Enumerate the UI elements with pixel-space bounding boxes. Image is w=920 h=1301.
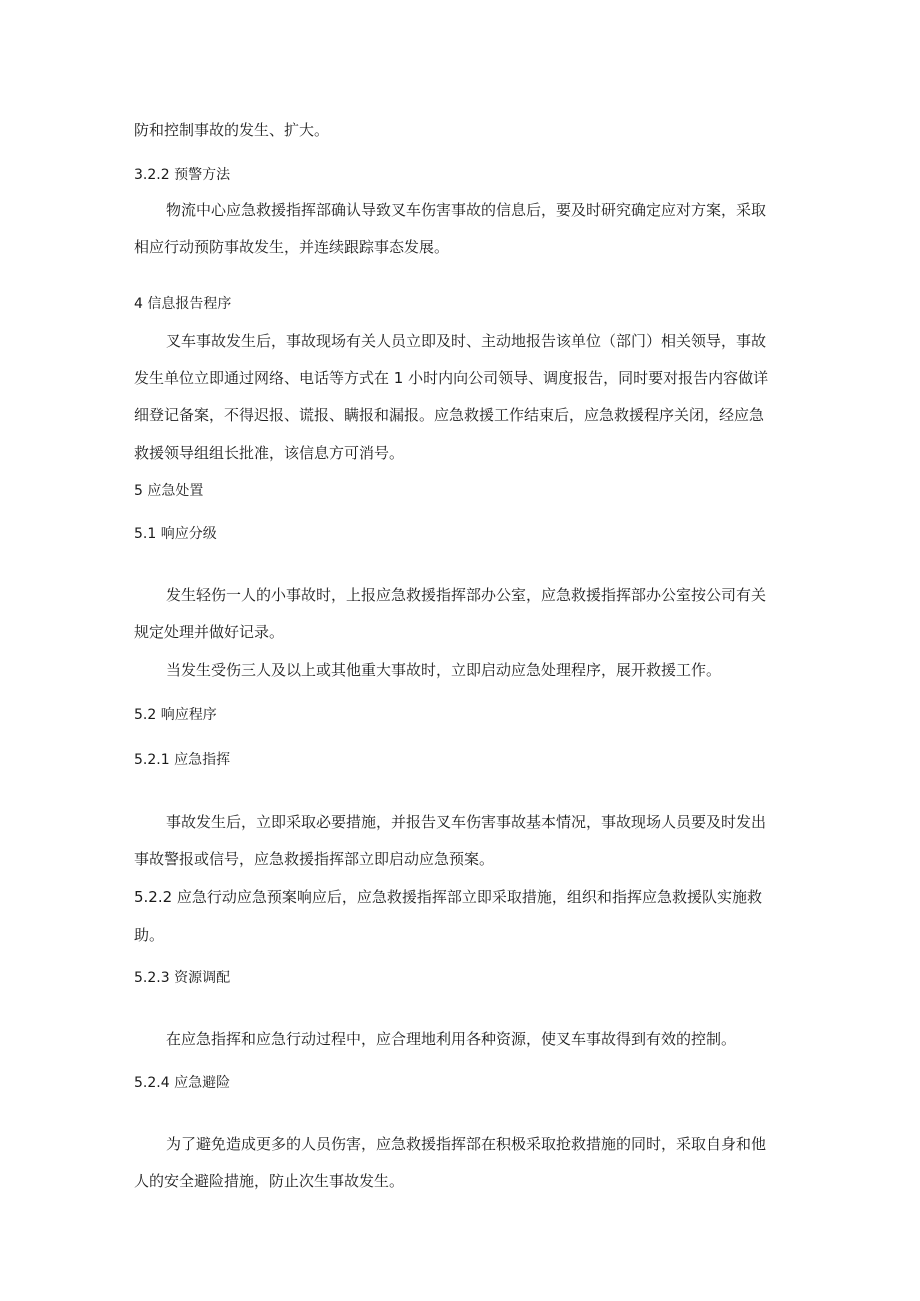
section-heading-5-2-3: 5.2.3 资源调配 [134,970,231,986]
section-heading-4: 4 信息报告程序 [134,296,232,312]
paragraph-line: 防和控制事故的发生、扩大。 [134,121,330,139]
paragraph-line: 规定处理并做好记录。 [134,623,285,641]
paragraph-line: 物流中心应急救援指挥部确认导致叉车伤害事故的信息后，要及时研究确定应对方案，采取 [166,201,767,219]
section-heading-5-1: 5.1 响应分级 [134,526,217,542]
paragraph-line: 发生单位立即通过网络、电话等方式在 1 小时内向公司领导、调度报告，同时要对报告内容做详 [134,369,769,387]
paragraph-line: 相应行动预防事故发生，并连续跟踪事态发展。 [134,238,450,256]
paragraph-line: 为了避免造成更多的人员伤害，应急救援指挥部在积极采取抢救措施的同时，采取自身和他 [166,1135,767,1153]
paragraph-line: 5.2.2 应急行动应急预案响应后，应急救援指挥部立即采取措施，组织和指挥应急救援队实施救 [134,888,762,906]
paragraph-line: 救援领导组组长批准，该信息方可消号。 [134,444,405,462]
section-heading-5-2-4: 5.2.4 应急避险 [134,1075,231,1091]
paragraph-line: 事故发生后，立即采取必要措施，并报告叉车伤害事故基本情况，事故现场人员要及时发出 [166,813,767,831]
paragraph-line: 助。 [134,926,165,944]
paragraph-line: 在应急指挥和应急行动过程中，应合理地利用各种资源，使叉车事故得到有效的控制。 [166,1030,737,1048]
section-heading-3-2-2: 3.2.2 预警方法 [134,167,231,183]
section-heading-5-2: 5.2 响应程序 [134,707,217,723]
section-heading-5: 5 应急处置 [134,483,204,499]
paragraph-line: 叉车事故发生后，事故现场有关人员立即及时、主动地报告该单位（部门）相关领导，事故 [166,332,767,350]
paragraph-line: 当发生受伤三人及以上或其他重大事故时，立即启动应急处理程序，展开救援工作。 [166,661,722,679]
paragraph-line: 发生轻伤一人的小事故时，上报应急救援指挥部办公室，应急救援指挥部办公室按公司有关 [166,586,767,604]
paragraph-line: 细登记备案，不得迟报、谎报、瞒报和漏报。应急救援工作结束后，应急救援程序关闭，经应急 [134,406,765,424]
paragraph-line: 事故警报或信号，应急救援指挥部立即启动应急预案。 [134,850,495,868]
section-heading-5-2-1: 5.2.1 应急指挥 [134,752,231,768]
paragraph-line: 人的安全避险措施，防止次生事故发生。 [134,1172,405,1190]
